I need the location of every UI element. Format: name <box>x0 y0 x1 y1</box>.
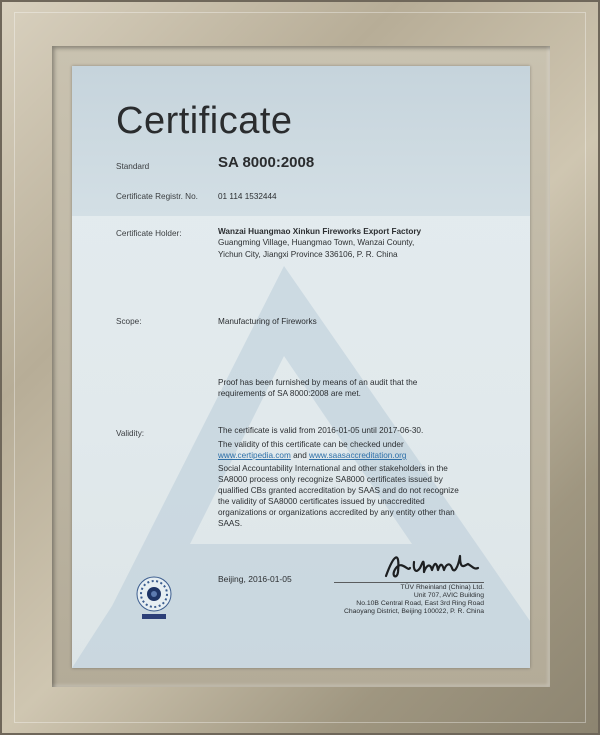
social-line1: Social Accountability International and other stakeholders in the <box>218 464 448 473</box>
holder-address-line1: Guangming Village, Huangmao Town, Wanzai County, <box>218 238 415 247</box>
certipedia-link[interactable]: www.certipedia.com <box>218 451 291 460</box>
registration-number: 01 114 1532444 <box>218 192 277 201</box>
signature <box>380 546 484 586</box>
validity-check-text: The validity of this certificate can be checked under <box>218 440 404 449</box>
scope-value: Manufacturing of Fireworks <box>218 317 317 326</box>
scope-label: Scope: <box>116 317 142 326</box>
standard-label: Standard <box>116 162 150 171</box>
issuer-road: No.10B Central Road, East 3rd Ring Road <box>356 600 484 607</box>
social-line5: organizations or organizations accredited by any entity other than <box>218 508 455 517</box>
signature-line <box>334 582 484 583</box>
social-line2: SA8000 process only recognize SA8000 certificates issued by <box>218 475 443 484</box>
proof-line1: Proof has been furnished by means of an audit that the <box>218 378 418 387</box>
place-and-date: Beijing, 2016-01-05 <box>218 574 292 584</box>
links-conjunction: and <box>290 451 310 460</box>
holder-label: Certificate Holder: <box>116 229 182 238</box>
social-line3: qualified CBs granted accreditation by SAAS and do not recognize <box>218 486 459 495</box>
proof-line2: requirements of SA 8000:2008 are met. <box>218 389 361 398</box>
issuer-name: TÜV Rheinland (China) Ltd. <box>400 584 484 591</box>
validity-period: The certificate is valid from 2016-01-05 until 2017-06-30. <box>218 426 424 435</box>
certificate-paper <box>72 66 530 668</box>
social-line4: the validity of SA8000 certificates issued by unaccredited <box>218 497 425 506</box>
certificate-title: Certificate <box>116 100 293 142</box>
holder-name: Wanzai Huangmao Xinkun Fireworks Export Factory <box>218 227 422 236</box>
validity-label: Validity: <box>116 429 145 438</box>
accreditation-seal-icon <box>134 574 180 622</box>
issuer-district: Chaoyang District, Beijing 100022, P. R. China <box>343 608 484 615</box>
validity-links <box>218 451 406 462</box>
saas-accreditation-link[interactable]: www.saasaccreditation.org <box>309 451 407 460</box>
registration-label: Certificate Registr. No. <box>116 192 198 201</box>
social-line6: SAAS. <box>218 519 243 528</box>
standard-value: SA 8000:2008 <box>218 154 315 171</box>
holder-address-line2: Yichun City, Jiangxi Province 336106, P. R. China <box>218 250 398 259</box>
issuer-unit: Unit 707, AVIC Building <box>413 592 484 599</box>
